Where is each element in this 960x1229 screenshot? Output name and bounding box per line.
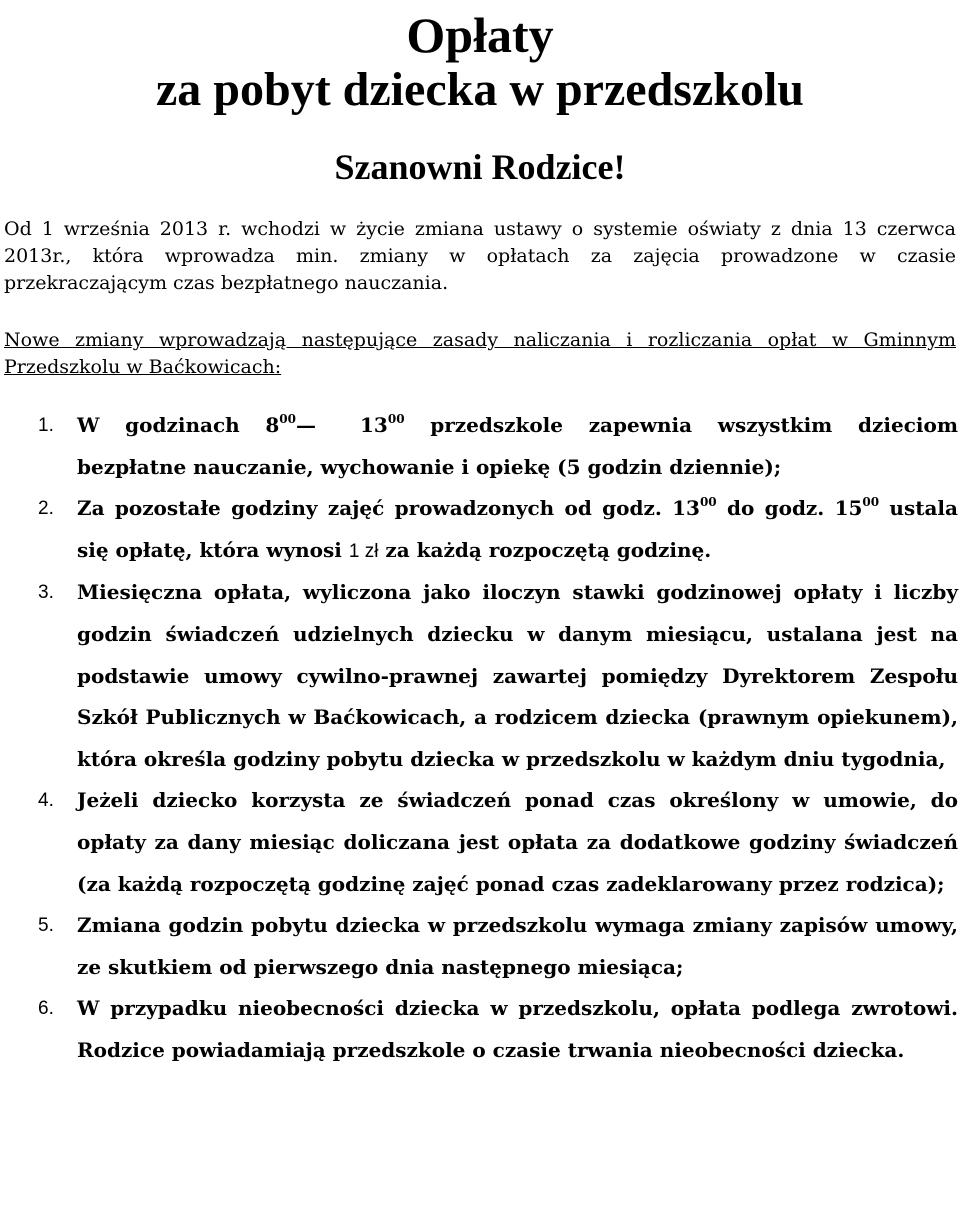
rule-2-sup-end: 00	[862, 495, 880, 510]
rule-text: W przypadku nieobecności dziecka w przedszkolu, opłata podlega zwrotowi. Rodzice powiadamiają przedszkole o czasie trwania nieobecności dziecka.	[77, 996, 958, 1062]
rules-list	[0, 405, 958, 1072]
greeting-heading: Szanowni Rodzice!	[334, 147, 626, 187]
rule-number: 1.	[38, 415, 54, 436]
rule-text: Miesięczna opłata, wyliczona jako iloczyn stawki godzinowej opłaty i liczby godzin świadczeń udzielnych dziecku w danym miesiącu, ustalana jest na podstawie umowy cywilno-prawnej zawartej pomiędzy Dyrektorem Zespołu Szkół Publicznych w Baćkowicach, a rodzicem dziecka (prawnym opiekunem), która określa godziny pobytu dziecka w przedszkolu w każdym dniu tygodnia,	[77, 580, 958, 771]
rule-number: 3.	[38, 582, 54, 604]
rule-1-dash: —	[296, 413, 316, 437]
rule-2-text-c: ustala się opłatę, która wynosi	[77, 496, 958, 562]
fee-amount: 1 zł	[348, 540, 379, 562]
rule-text	[77, 496, 958, 562]
rule-number: 6.	[38, 998, 54, 1020]
rule-2-sup-start: 00	[699, 495, 717, 510]
rule-2-text-d: za każdą rozpoczętą godzinę.	[378, 537, 712, 562]
rule-text: Jeżeli dziecko korzysta ze świadczeń ponad czas określony w umowie, do opłaty za dany miesiąc doliczana jest opłata za dodatkowe godziny świadczeń (za każdą rozpoczętą godzinę zajęć ponad czas zadeklarowany przez rodzica);	[77, 788, 958, 896]
intro-rules-lead: Nowe zmiany wprowadzają następujące zasady naliczania i rozliczania opłat w Gminnym Przedszkolu w Baćkowicach:	[4, 329, 956, 378]
document-title-line2: za pobyt dziecka w przedszkolu	[156, 63, 804, 116]
rule-item-5	[0, 905, 958, 988]
rule-item-1	[0, 405, 958, 488]
rule-item-6	[0, 988, 958, 1071]
rule-text	[77, 413, 958, 479]
rule-1-text-a: W godzinach 8	[77, 413, 280, 437]
rule-number: 5.	[38, 915, 54, 937]
rule-item-3	[0, 572, 958, 780]
rule-1-text-b: 13	[360, 413, 388, 437]
rule-item-4	[0, 780, 958, 905]
rule-number: 2.	[38, 498, 54, 520]
rule-number: 4.	[38, 790, 54, 812]
rule-1-text-c: przedszkole zapewnia wszystkim dzieciom bezpłatne nauczanie, wychowanie i opiekę (5 godzin dziennie);	[77, 413, 958, 479]
rule-2-text-a: Za pozostałe godziny zajęć prowadzonych od godz. 13	[77, 496, 700, 521]
rule-1-sup-start: 00	[279, 412, 296, 426]
rule-item-2	[0, 488, 958, 572]
rule-1-sup-end: 00	[387, 412, 405, 426]
document-title-line1: Opłaty	[406, 7, 554, 63]
rule-2-text-b: do godz. 15	[716, 496, 863, 521]
rule-text: Zmiana godzin pobytu dziecka w przedszkolu wymaga zmiany zapisów umowy, ze skutkiem od pierwszego dnia następnego miesiąca;	[77, 913, 958, 979]
intro-paragraph: Od 1 września 2013 r. wchodzi w życie zmiana ustawy o systemie oświaty z dnia 13 czerwca 2013r., która wprowadza min. zmiany w opłatach za zajęcia prowadzone w czasie przekraczającym czas bezpłatnego nauczania.	[4, 218, 956, 294]
